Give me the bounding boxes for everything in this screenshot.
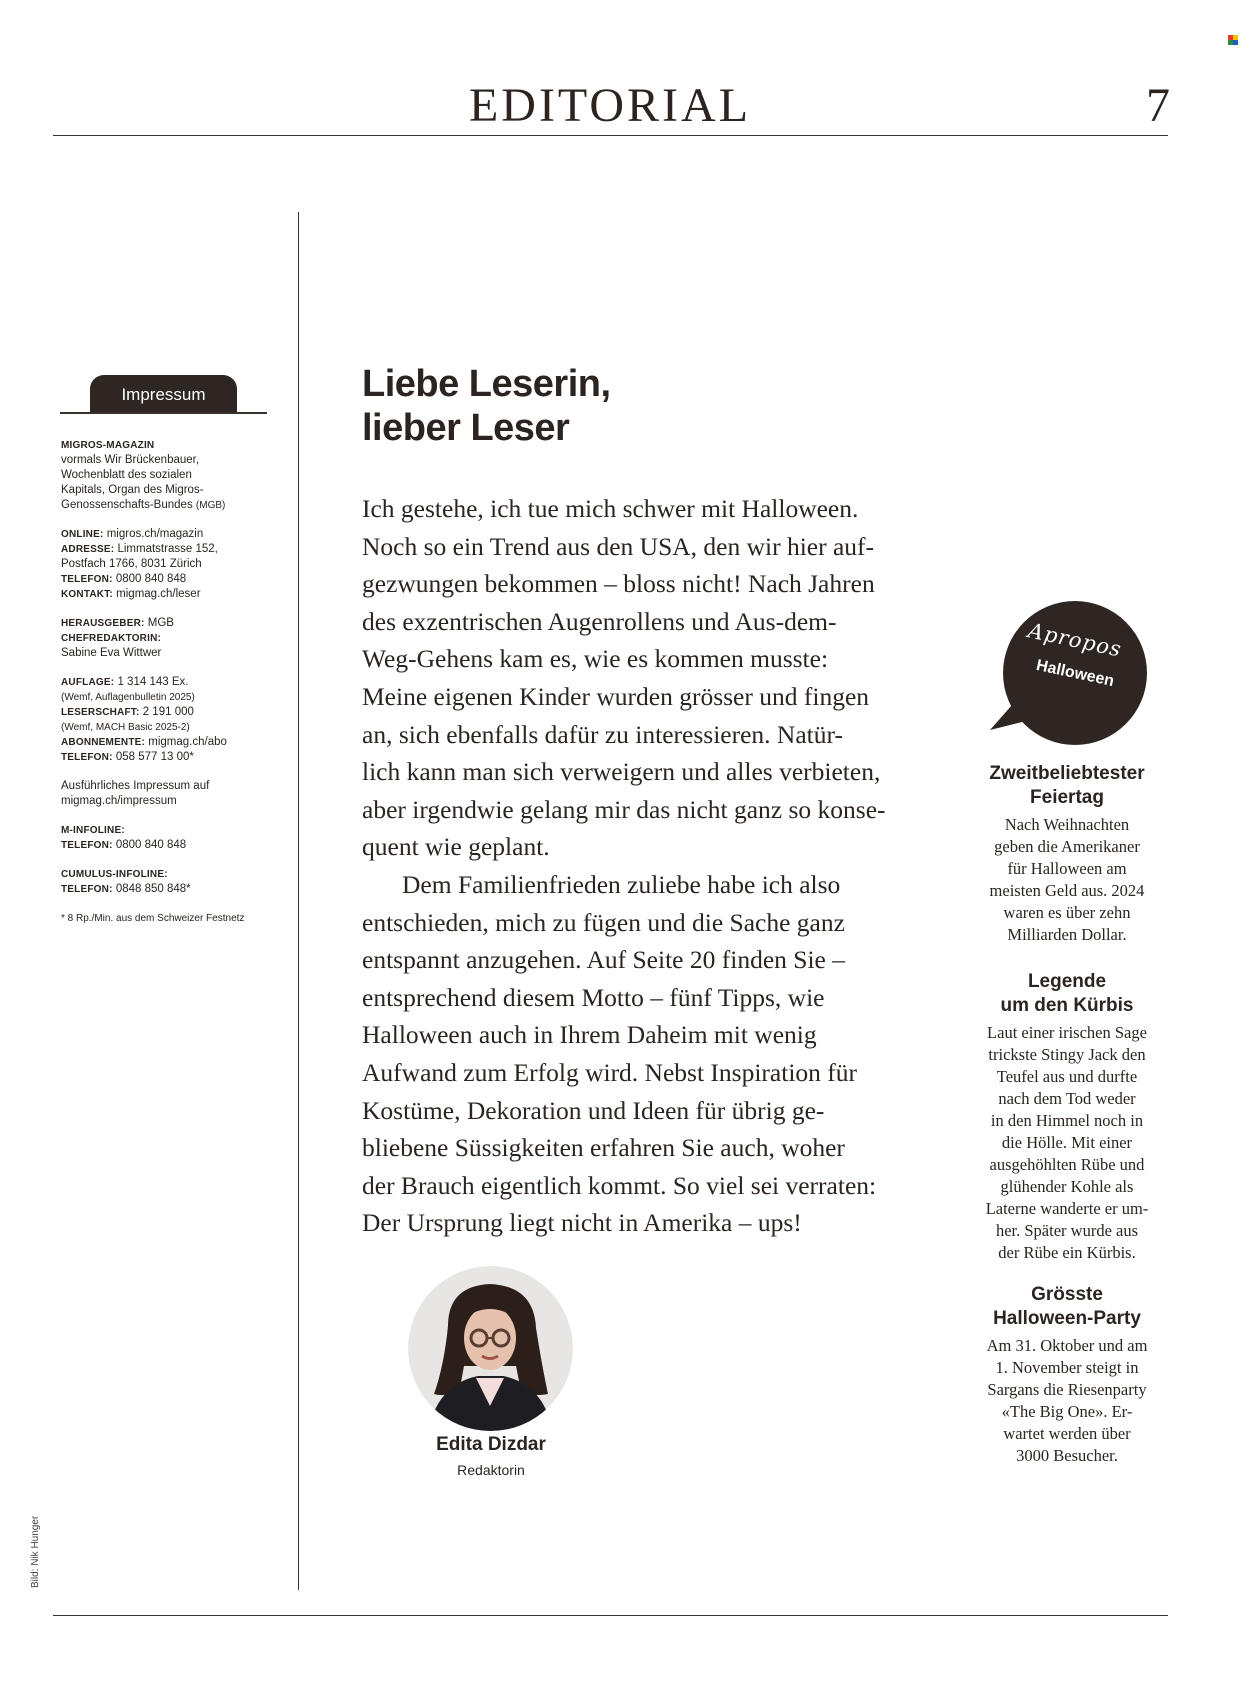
body-line: Noch so ein Trend aus den USA, den wir hier auf- [362, 531, 875, 561]
body-line: Aufwand zum Erfolg wird. Nebst Inspiration für [362, 1057, 858, 1087]
apropos-subtitle: Halloween [1034, 656, 1116, 691]
impressum-link[interactable]: migmag.ch/impressum [61, 795, 177, 807]
editorial-body [362, 490, 932, 1242]
impressum-block [61, 438, 291, 940]
fact-text: Laut einer irischen Sage trickste Stingy Jack den Teufel aus und durfte nach dem Tod weder in den Himmel noch in die Hölle. Mit einer ausgehöhlten Rübe und glühender Kohle als Laterne wanderte er um- her. Später wurde aus der Rübe ein Kürbis. [985, 1023, 1149, 1262]
kontakt-link[interactable]: migmag.ch/leser [116, 588, 201, 600]
fact-title: Legende um den Kürbis [1000, 971, 1134, 1016]
body-line: quent wie geplant. [362, 832, 550, 862]
online-link[interactable]: migros.ch/magazin [106, 528, 204, 540]
editorial-headline: Liebe Leserin, lieber Leser [362, 363, 611, 449]
full-impressum-note: Ausführliches Impressum auf migmag.ch/impressum [61, 780, 210, 807]
abo-link[interactable]: migmag.ch/abo [148, 736, 227, 748]
body-line: des exzentrischen Augenrollens und Aus-dem- [362, 606, 837, 636]
contact-info: ONLINE: migros.ch/magazin ADRESSE: Limmatstrasse 152, Postfach 1766, 8031 Zürich TELEFON: 0800 840 848 KONTAKT: migmag.ch/leser [61, 528, 218, 600]
body-line: an, sich ebenfalls dafür zu interessieren. Natür- [362, 719, 843, 749]
circulation-info: AUFLAGE: 1 314 143 Ex. (Wemf, Auflagenbulletin 2025) LESERSCHAFT: 2 191 000 (Wemf, MACH Basic 2025-2) ABONNEMENTE: migmag.ch/abo TELEFON: 058 577 13 00* [61, 676, 227, 763]
body-line: Der Ursprung liegt nicht in Amerika – ups! [362, 1208, 802, 1238]
body-line: Dem Familienfrieden zuliebe habe ich also [402, 869, 841, 899]
fact-title: Zweitbeliebtester Feiertag [989, 763, 1145, 808]
impressum-tab: Impressum [90, 375, 237, 412]
fact-title: Grösste Halloween-Party [993, 1284, 1141, 1329]
body-line: entschieden, mich zu fügen und die Sache ganz [362, 907, 845, 937]
body-line: der Brauch eigentlich kommt. So viel sei verraten: [362, 1170, 877, 1200]
section-title: EDITORIAL [468, 79, 752, 132]
impressum-rule [60, 412, 267, 414]
body-line: bliebene Süssigkeiten erfahren Sie auch, woher [362, 1133, 845, 1163]
body-line: lich kann man sich verweigern und alles verbieten, [362, 757, 881, 787]
body-line: Meine eigenen Kinder wurden grösser und fingen [362, 681, 870, 711]
column-divider [298, 212, 299, 1590]
footnote: * 8 Rp./Min. aus dem Schweizer Festnetz [61, 913, 245, 924]
color-mark-icon [1228, 32, 1238, 42]
author-name: Edita Dizdar [436, 1434, 546, 1455]
cumulus-infoline: CUMULUS-INFOLINE: TELEFON: 0848 850 848* [61, 869, 191, 895]
body-line: Ich gestehe, ich tue mich schwer mit Halloween. [362, 494, 859, 523]
photo-credit: Bild: Nik Hunger [30, 1515, 41, 1588]
author-role: Redaktorin [457, 1462, 525, 1478]
body-line: aber irgendwie gelang mir das nicht ganz so konse- [362, 794, 886, 824]
publisher-info: MIGROS-MAGAZIN vormals Wir Brückenbauer, Wochenblatt des sozialen Kapitals, Organ des Migros- Genossenschafts-Bundes (MGB) [61, 440, 226, 511]
fact-item [967, 762, 1167, 946]
author-portrait [408, 1266, 573, 1431]
editorial-staff: HERAUSGEBER: MGB CHEFREDAKTORIN: Sabine Eva Wittwer [61, 617, 174, 659]
footer-rule [53, 1615, 1168, 1616]
body-line: Kostüme, Dekoration und Ideen für übrig ge- [362, 1095, 825, 1125]
fact-text: Nach Weihnachten geben die Amerikaner für Halloween am meisten Geld aus. 2024 waren es über zehn Milliarden Dollar. [989, 815, 1145, 944]
page-number: 7 [1146, 79, 1170, 132]
body-line: Halloween auch in Ihrem Daheim mit wenig [362, 1020, 817, 1050]
body-line: gezwungen bekommen – bloss nicht! Nach Jahren [362, 569, 875, 599]
body-line: Weg-Gehens kam es, wie es kommen musste: [362, 644, 829, 674]
header-rule [53, 135, 1168, 136]
m-infoline: M-INFOLINE: TELEFON: 0800 840 848 [61, 825, 187, 851]
body-line: entspannt anzugehen. Auf Seite 20 finden Sie – [362, 945, 845, 975]
fact-text: Am 31. Oktober und am 1. November steigt in Sargans die Riesenparty «The Big One». Er- wartet werden über 3000 Besucher. [986, 1336, 1148, 1465]
apropos-script-title: Apropos [1025, 618, 1125, 662]
body-line: entsprechend diesem Motto – fünf Tipps, wie [362, 982, 825, 1012]
fact-item [967, 1283, 1167, 1467]
fact-item [967, 970, 1167, 1264]
